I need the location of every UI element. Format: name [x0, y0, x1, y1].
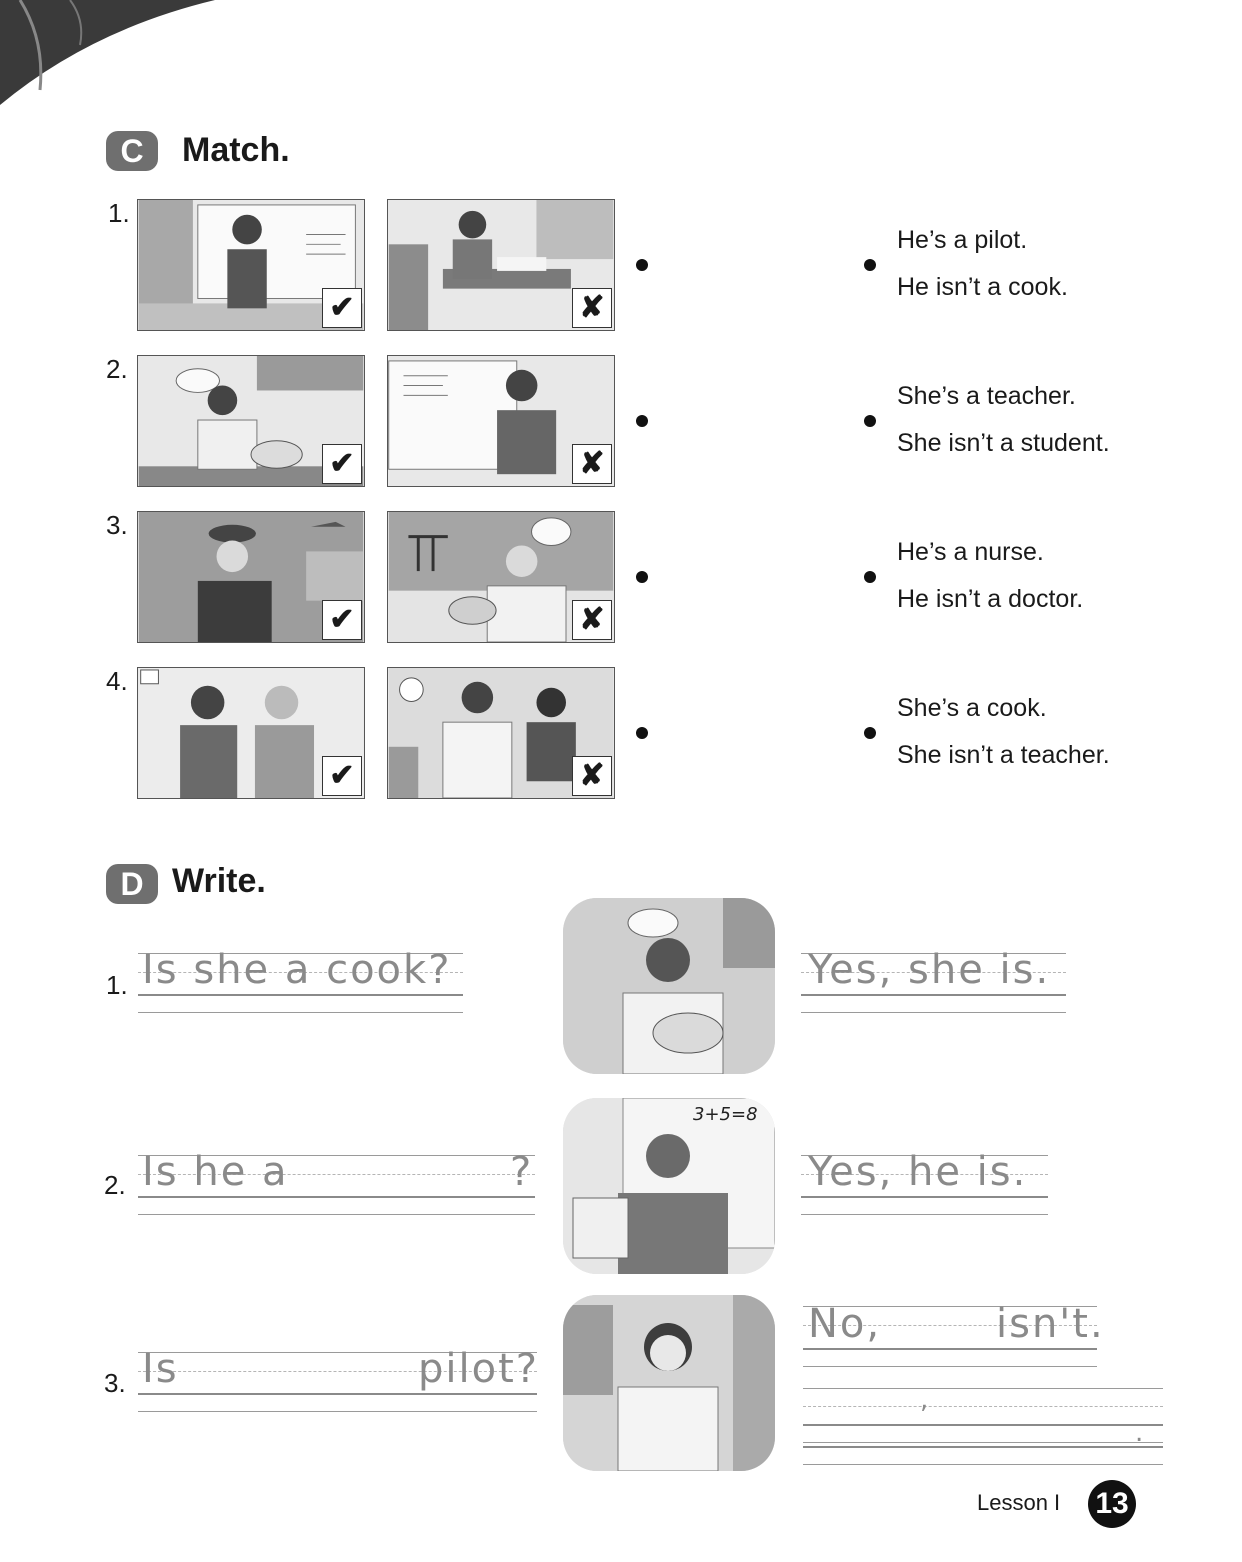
match-sentence-negative: He isn’t a cook.	[897, 273, 1068, 301]
match-row-number: 2.	[106, 354, 128, 384]
page-number: 13	[1088, 1480, 1136, 1528]
match-sentence-positive: He’s a nurse.	[897, 538, 1044, 566]
guide-line-base	[138, 994, 463, 996]
match-dot-left[interactable]	[636, 415, 648, 427]
board-equation: 3+5=8	[693, 1104, 758, 1125]
match-dot-right[interactable]	[864, 259, 876, 271]
guide-line-mid	[803, 1406, 1163, 1407]
guide-line-base	[801, 994, 1066, 996]
guide-line-bottom	[803, 1464, 1163, 1465]
traced-question-end: ?	[510, 1149, 534, 1195]
guide-line-bottom	[803, 1366, 1097, 1367]
section-d-badge: D	[106, 864, 158, 904]
guide-line-bottom	[803, 1442, 1163, 1443]
traced-answer-end: isn't.	[996, 1301, 1105, 1347]
section-c-title: Match.	[182, 131, 290, 169]
traced-period: .	[1135, 1418, 1146, 1448]
cook-picture	[563, 898, 775, 1074]
write-item-number: 1.	[106, 970, 128, 1000]
section-d-title: Write.	[172, 862, 266, 900]
cross-mark: ✘	[572, 444, 612, 484]
match-dot-right[interactable]	[864, 415, 876, 427]
teacher-picture	[387, 355, 615, 487]
corner-decoration	[0, 0, 230, 110]
check-mark: ✔	[322, 444, 362, 484]
match-sentence-negative: She isn’t a teacher.	[897, 741, 1110, 769]
check-mark: ✔	[322, 288, 362, 328]
traced-answer: Yes, she is.	[808, 947, 1051, 993]
match-row-number: 4.	[106, 666, 128, 696]
cross-mark: ✘	[572, 288, 612, 328]
check-mark: ✔	[322, 756, 362, 796]
traced-answer: Yes, he is.	[808, 1149, 1028, 1195]
guide-line-base	[801, 1196, 1048, 1198]
match-sentence-positive: She’s a teacher.	[897, 382, 1076, 410]
nurse-picture	[137, 667, 365, 799]
traced-comma: ,	[920, 1385, 931, 1415]
match-dot-left[interactable]	[636, 259, 648, 271]
match-sentence-positive: She’s a cook.	[897, 694, 1047, 722]
guide-line-bottom	[801, 1012, 1066, 1013]
doctor-picture	[387, 667, 615, 799]
match-dot-right[interactable]	[864, 571, 876, 583]
cook-picture	[137, 355, 365, 487]
student-picture	[387, 199, 615, 331]
traced-question-end: pilot?	[418, 1346, 540, 1392]
match-sentence-negative: He isn’t a doctor.	[897, 585, 1084, 613]
match-sentence-negative: She isn’t a student.	[897, 429, 1110, 457]
traced-question-start: Is	[142, 1346, 179, 1392]
answer-line[interactable]	[138, 1393, 537, 1395]
doctor-picture	[563, 1295, 775, 1471]
guide-line-bottom	[138, 1411, 537, 1412]
teacher-picture	[563, 1098, 775, 1274]
lesson-label: Lesson I	[977, 1490, 1061, 1515]
write-item-number: 2.	[104, 1170, 126, 1200]
teacher-picture	[137, 199, 365, 331]
cross-mark: ✘	[572, 600, 612, 640]
match-dot-right[interactable]	[864, 727, 876, 739]
pilot-picture	[137, 511, 365, 643]
check-mark: ✔	[322, 600, 362, 640]
answer-line[interactable]	[803, 1348, 1097, 1350]
guide-line-bottom	[138, 1214, 535, 1215]
write-item-number: 3.	[104, 1368, 126, 1398]
section-c-badge: C	[106, 131, 158, 171]
guide-line-top	[803, 1388, 1163, 1389]
match-row-number: 1.	[108, 198, 130, 228]
guide-line-bottom	[801, 1214, 1048, 1215]
guide-line-bottom	[138, 1012, 463, 1013]
match-dot-left[interactable]	[636, 571, 648, 583]
traced-question-start: Is he a	[142, 1149, 289, 1195]
cross-mark: ✘	[572, 756, 612, 796]
answer-line[interactable]	[803, 1424, 1163, 1426]
traced-question: Is she a cook?	[142, 947, 452, 993]
match-dot-left[interactable]	[636, 727, 648, 739]
cook-picture	[387, 511, 615, 643]
match-sentence-positive: He’s a pilot.	[897, 226, 1028, 254]
answer-line[interactable]	[138, 1196, 535, 1198]
match-row-number: 3.	[106, 510, 128, 540]
answer-line[interactable]	[803, 1446, 1163, 1448]
traced-answer-start: No,	[808, 1301, 882, 1347]
